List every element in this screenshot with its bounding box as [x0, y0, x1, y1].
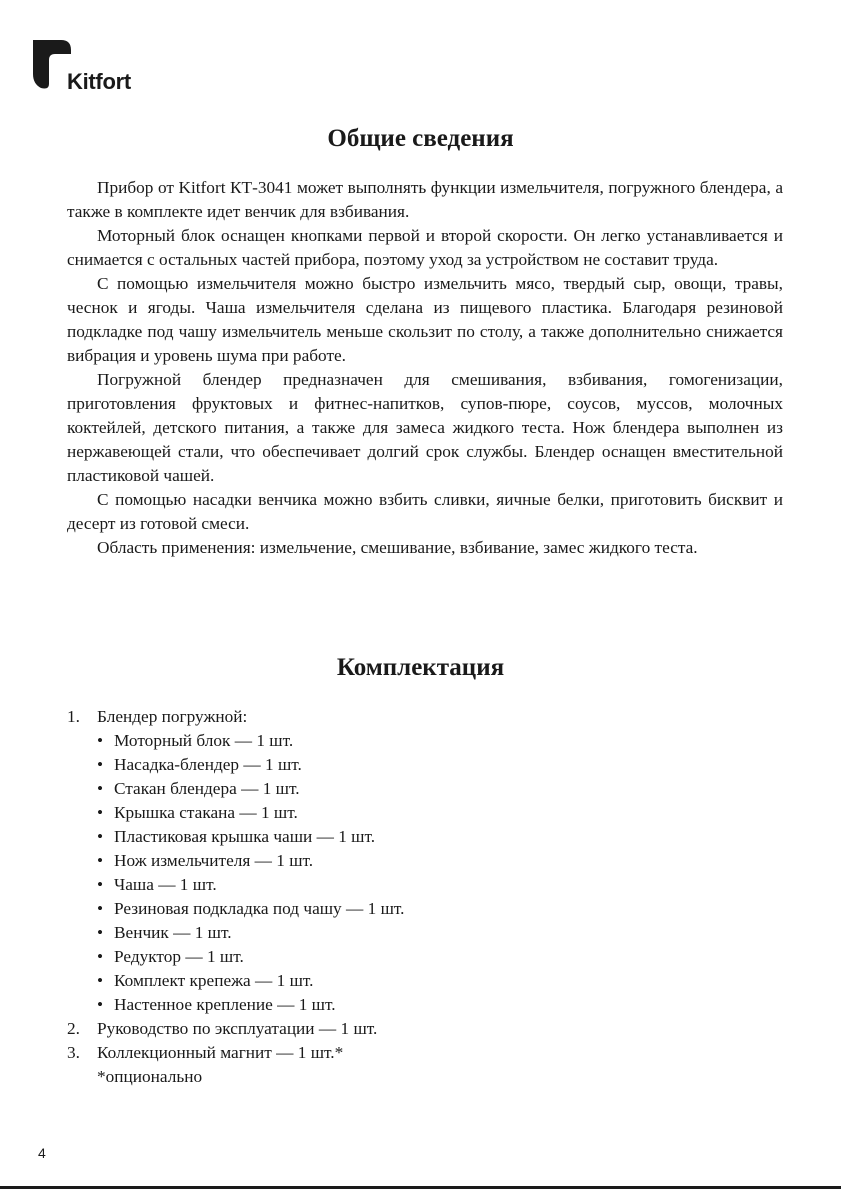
- sub-item-label: Крышка стакана — 1 шт.: [114, 803, 298, 822]
- kit-sub-item: [67, 801, 767, 825]
- bullet-icon: •: [97, 875, 104, 894]
- kitfort-logo: [33, 40, 153, 96]
- kit-list: [67, 705, 767, 1089]
- kit-sub-item: [67, 921, 767, 945]
- sub-item-label: Чаша — 1 шт.: [114, 875, 217, 894]
- kit-sub-item: [67, 897, 767, 921]
- kit-item-1: [67, 705, 767, 729]
- kit-sub-item: [67, 969, 767, 993]
- intro-paragraph: Прибор от Kitfort КТ-3041 может выполнять функции измельчителя, погружного блендера, а также в комплекте идет венчик для взбивания.: [67, 178, 783, 221]
- intro-paragraph: С помощью насадки венчика можно взбить сливки, яичные белки, приготовить бисквит и десерт из готовой смеси.: [67, 490, 783, 533]
- sub-item-label: Венчик — 1 шт.: [114, 923, 232, 942]
- kit-sub-item: [67, 729, 767, 753]
- optional-note: *опционально: [97, 1067, 203, 1086]
- bullet-icon: •: [97, 731, 104, 750]
- bullet-icon: •: [97, 947, 104, 966]
- list-number: 3.: [67, 1043, 80, 1062]
- bullet-icon: •: [97, 803, 104, 822]
- list-item-label: Руководство по эксплуатации — 1 шт.: [97, 1019, 378, 1038]
- list-number: 1.: [67, 707, 80, 726]
- kit-sub-item: [67, 993, 767, 1017]
- sub-item-label: Резиновая подкладка под чашу — 1 шт.: [114, 899, 405, 918]
- sub-item-label: Стакан блендера — 1 шт.: [114, 779, 300, 798]
- sub-item-label: Насадка-блендер — 1 шт.: [114, 755, 302, 774]
- list-number: 2.: [67, 1019, 80, 1038]
- page-number: 4: [38, 1145, 46, 1161]
- bullet-icon: •: [97, 827, 104, 846]
- intro-paragraph: С помощью измельчителя можно быстро измельчить мясо, твердый сыр, овощи, травы, чеснок и ягоды. Чаша измельчителя сделана из пищевого пластика. Благодаря резиновой подкладке под чашу измельчитель меньше скользит по столу, а также дополнительно снижается вибрация и уровень шума при работе.: [67, 274, 783, 365]
- kit-sub-item: [67, 753, 767, 777]
- kit-item-3: [67, 1041, 767, 1065]
- kit-sub-item: [67, 945, 767, 969]
- bullet-icon: •: [97, 755, 104, 774]
- section-title-general: Общие сведения: [327, 125, 514, 152]
- sub-item-label: Пластиковая крышка чаши — 1 шт.: [114, 827, 376, 846]
- sub-item-label: Настенное крепление — 1 шт.: [114, 995, 336, 1014]
- list-item-label: Коллекционный магнит — 1 шт.*: [97, 1043, 344, 1062]
- sub-item-label: Моторный блок — 1 шт.: [114, 731, 294, 750]
- sub-item-label: Нож измельчителя — 1 шт.: [114, 851, 314, 870]
- sub-item-label: Редуктор — 1 шт.: [114, 947, 244, 966]
- bullet-icon: •: [97, 923, 104, 942]
- bullet-icon: •: [97, 851, 104, 870]
- bullet-icon: •: [97, 971, 104, 990]
- kit-sub-item: [67, 777, 767, 801]
- kit-sub-item: [67, 849, 767, 873]
- intro-paragraph: Область применения: измельчение, смешивание, взбивание, замес жидкого теста.: [97, 538, 698, 557]
- kit-sub-item: [67, 825, 767, 849]
- kit-note-row: [67, 1065, 767, 1089]
- intro-paragraph: Моторный блок оснащен кнопками первой и второй скорости. Он легко устанавливается и снимается с остальных частей прибора, поэтому уход за устройством не составит труда.: [67, 226, 783, 269]
- bullet-icon: •: [97, 779, 104, 798]
- intro-text: [67, 176, 783, 560]
- list-item-label: Блендер погружной:: [97, 707, 248, 726]
- section-title-kit: Комплектация: [336, 654, 505, 681]
- intro-paragraph: Погружной блендер предназначен для смешивания, взбивания, гомогенизации, приготовления фруктовых и фитнес-напитков, супов-пюре, соусов, муссов, молочных коктейлей, детского питания, а также для замеса жидкого теста. Нож блендера выполнен из нержавеющей стали, что обеспечивает долгий срок службы. Блендер оснащен вместительной пластиковой чашей.: [67, 370, 783, 485]
- kit-sub-item: [67, 873, 767, 897]
- sub-item-label: Комплект крепежа — 1 шт.: [114, 971, 314, 990]
- bullet-icon: •: [97, 995, 104, 1014]
- kit-item-2: [67, 1017, 767, 1041]
- kitfort-logo-text: Kitfort: [67, 69, 131, 94]
- bullet-icon: •: [97, 899, 104, 918]
